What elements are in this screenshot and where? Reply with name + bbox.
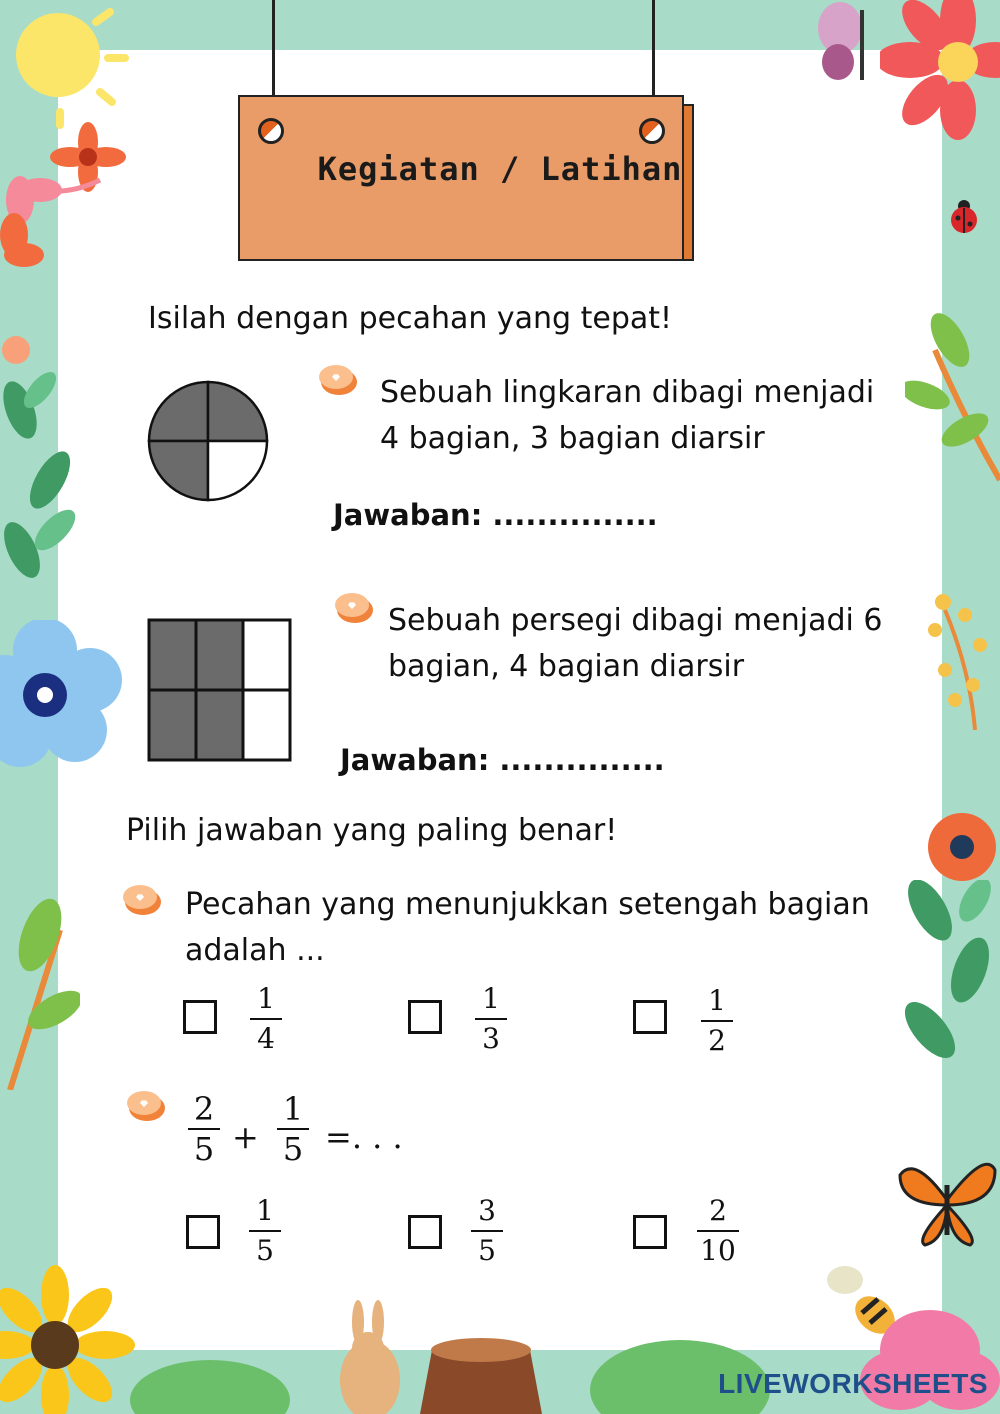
berries-right bbox=[925, 590, 1000, 730]
q3-line2: adalah ... bbox=[185, 933, 325, 968]
ladybug bbox=[948, 198, 980, 234]
bullet-icon bbox=[122, 882, 162, 916]
sun-decoration bbox=[0, 0, 140, 130]
q3-option3-fraction: 1 2 bbox=[697, 984, 737, 1058]
leaves-right bbox=[905, 310, 1000, 490]
q1-line1: Sebuah lingkaran dibagi menjadi bbox=[380, 375, 875, 410]
page-title: Kegiatan / Latihan bbox=[317, 150, 683, 188]
q4-option3-checkbox[interactable] bbox=[633, 1215, 667, 1249]
leaves-right-lower bbox=[900, 880, 1000, 1080]
flower-top-right bbox=[880, 0, 1000, 140]
section2-instruction: Pilih jawaban yang paling benar! bbox=[126, 813, 618, 848]
orange-flower-right bbox=[925, 810, 1000, 885]
q3-option2-fraction: 1 3 bbox=[471, 982, 511, 1056]
q4-option3-fraction: 2 10 bbox=[693, 1194, 743, 1268]
q1-answer[interactable]: Jawaban: ............... bbox=[333, 498, 658, 532]
q4-option1-checkbox[interactable] bbox=[186, 1215, 220, 1249]
q3-option3-checkbox[interactable] bbox=[633, 1000, 667, 1034]
q4-term2-fraction: 1 5 bbox=[273, 1092, 313, 1166]
q4-plus-sign: + bbox=[232, 1118, 259, 1156]
sunflower bbox=[0, 1265, 140, 1414]
bottom-scene bbox=[120, 1300, 820, 1414]
q4-option2-checkbox[interactable] bbox=[408, 1215, 442, 1249]
butterfly-orange bbox=[895, 1145, 1000, 1255]
q4-term1-fraction: 2 5 bbox=[184, 1092, 224, 1166]
leaves-left bbox=[0, 370, 80, 610]
section1-instruction: Isilah dengan pecahan yang tepat! bbox=[148, 301, 673, 336]
q3-option1-fraction: 1 4 bbox=[246, 982, 286, 1056]
q4-equals: =. . . bbox=[325, 1118, 403, 1156]
square-fraction-figure bbox=[147, 618, 292, 763]
bullet-icon bbox=[126, 1088, 166, 1122]
liveworksheets-watermark: LIVEWORKSHEETS bbox=[718, 1368, 988, 1399]
q2-answer[interactable]: Jawaban: ............... bbox=[340, 743, 665, 777]
q2-line2: bagian, 4 bagian diarsir bbox=[388, 649, 745, 684]
q3-option2-checkbox[interactable] bbox=[408, 1000, 442, 1034]
sign-ring-left bbox=[258, 118, 284, 144]
bullet-icon bbox=[334, 590, 374, 624]
blue-flower bbox=[0, 620, 130, 770]
q4-option2-fraction: 3 5 bbox=[467, 1194, 507, 1268]
q4-option1-fraction: 1 5 bbox=[245, 1194, 285, 1268]
q3-line1: Pecahan yang menunjukkan setengah bagian bbox=[185, 887, 870, 922]
bullet-icon bbox=[318, 362, 358, 396]
q1-line2: 4 bagian, 3 bagian diarsir bbox=[380, 421, 765, 456]
sign-ring-right bbox=[639, 118, 665, 144]
leaves-left-lower bbox=[0, 890, 80, 1090]
q3-option1-checkbox[interactable] bbox=[183, 1000, 217, 1034]
circle-fraction-figure bbox=[147, 380, 269, 502]
q2-line1: Sebuah persegi dibagi menjadi 6 bbox=[388, 603, 883, 638]
